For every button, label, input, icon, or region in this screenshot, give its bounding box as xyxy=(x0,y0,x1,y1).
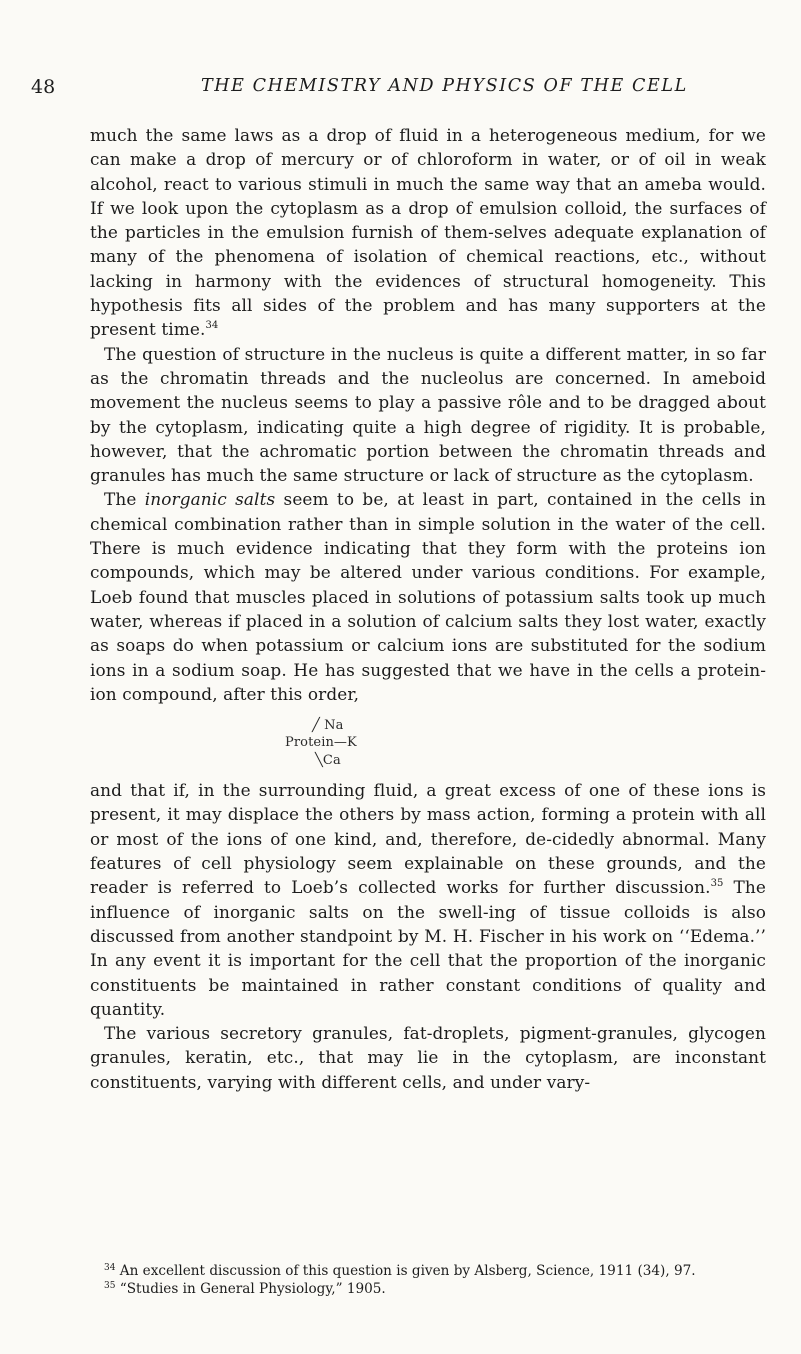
footnote-34-text: An excellent discussion of this question is given by Alsberg, Science, 1911 (34), 97. xyxy=(119,1263,696,1279)
footnotes xyxy=(90,1262,766,1298)
paragraph-1 xyxy=(90,123,766,342)
page-header xyxy=(31,76,771,100)
paragraph-4-text-a: and that if, in the surrounding fluid, a great excess of one of these ions is present, it may displace the others by mass action, forming a protein with all or most of the ions of one kind, and, therefore, de-cidedly abnormal. Many features of cell physiology seem explainable on these grounds, and the reader is referred to Loeb’s collected works for further discussion. xyxy=(90,780,766,898)
footnote-ref-35: 35 xyxy=(710,878,724,890)
paragraph-1-text: much the same laws as a drop of fluid in a heterogeneous medium, for we can make a drop of mercury or of chloroform in water, or of oil in weak alcohol, react to various stimuli in much the same way that an ameba would. If we look upon the cytoplasm as a drop of emulsion colloid, the surfaces of the particles in the emulsion furnish of them-selves adequate explanation of many of the phenomena of isolation of chemical reactions, etc., without lacking in harmony with the evidences of structural homogeneity. This hypothesis fits all sides of the problem and has many supporters at the present time. xyxy=(90,125,766,340)
footnote-34-number: 34 xyxy=(104,1263,116,1273)
formula-ca: ╲Ca xyxy=(315,753,341,769)
body-text xyxy=(90,123,766,1094)
footnote-ref-34: 34 xyxy=(205,320,219,332)
footnote-34 xyxy=(90,1262,766,1280)
footnote-35 xyxy=(90,1280,766,1298)
footnote-35-text: “Studies in General Physiology,” 1905. xyxy=(119,1281,386,1297)
paragraph-3-lead: The xyxy=(104,489,137,510)
running-title: THE CHEMISTRY AND PHYSICS OF THE CELL xyxy=(201,76,688,96)
paragraph-3-text: seem to be, at least in part, contained in the cells in chemical combination rather than in simple solution in the water of the cell. There is much evidence indicating that they form with the proteins ion compounds, which may be altered under various conditions. For example, Loeb found that muscles placed in solutions of potassium salts took up much water, whereas if placed in a solution of calcium salts they lost water, exactly as soaps do when potassium or calcium ions are substituted for the sodium ions in a sodium soap. He has suggested that we have in the cells a protein-ion compound, after this order, xyxy=(90,489,766,704)
page-number: 48 xyxy=(31,76,56,98)
paragraph-4-text-b: The influence of inorganic salts on the swell-ing of tissue colloids is also discussed from another standpoint by M. H. Fischer in his work on ‘‘Edema.’’ In any event it is important for the cell that the proportion of the inorganic constituents be maintained in rather constant conditions of quality and quantity. xyxy=(90,877,766,1019)
formula-protein-k: Protein—K xyxy=(285,735,357,751)
italic-term: inorganic salts xyxy=(144,489,276,510)
footnote-35-number: 35 xyxy=(104,1281,116,1291)
paragraph-4 xyxy=(90,778,766,1021)
protein-ion-formula xyxy=(90,706,766,778)
paragraph-5: The various secretory granules, fat-droplets, pigment-granules, glycogen granules, keratin, etc., that may lie in the cytoplasm, are inconstant constituents, varying with different cells, and under vary- xyxy=(90,1023,766,1092)
paragraph-3 xyxy=(90,487,766,706)
paragraph-2: The question of structure in the nucleus is quite a different matter, in so far as the chromatin threads and the nucleolus are concerned. In ameboid movement the nucleus seems to play a passive rôle and to be dragged about by the cytoplasm, indicating quite a high degree of rigidity. It is probable, however, that the achromatic portion between the chromatin threads and granules has much the same structure or lack of structure as the cytoplasm. xyxy=(90,343,766,486)
formula-na: ╱ Na xyxy=(312,718,344,734)
